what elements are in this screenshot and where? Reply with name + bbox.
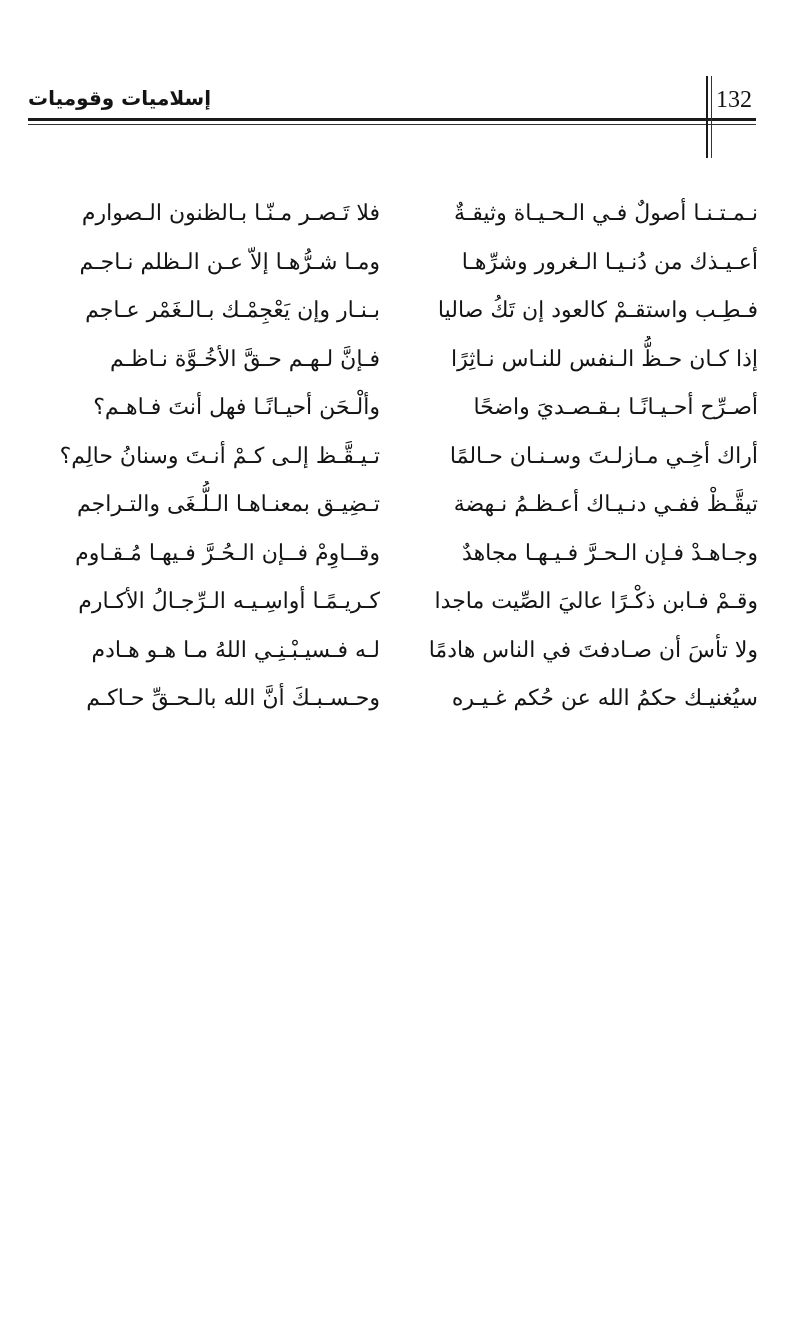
verse-first-hemistich: ولا تأسَ أن صـادفتَ في الناس هادمًا <box>428 637 758 663</box>
header-rule-thick <box>28 118 756 121</box>
verse-second-hemistich: بـنـار وإن يَعْجِمْـك بـالـغَمْر عـاجم <box>85 298 380 323</box>
verse <box>40 287 758 336</box>
verse-first-hemistich: أعـيـذك من دُنـيـا الـغرور وشرِّهـا <box>461 249 758 275</box>
verse <box>40 675 758 724</box>
page-number: 132 <box>716 87 752 113</box>
verse-second-hemistich: تـيـقَّـظ إلـى كـمْ أنـتَ وسنانُ حالِم؟ <box>59 443 380 469</box>
verse-second-hemistich: وألْـحَن أحيـانًـا فهل أنتَ فـاهـم؟ <box>93 395 380 420</box>
verse <box>40 239 758 288</box>
verse-second-hemistich: فلا تَـصـر مـنّـا بـالظنون الـصوارم <box>81 201 380 226</box>
verse-first-hemistich: وجـاهـدْ فـإن الـحـرَّ فـيـهـا مجاهدٌ <box>462 540 758 566</box>
verse-second-hemistich: تـضِيـق بمعنـاهـا الـلُّـغَى والتـراجم <box>76 492 380 517</box>
verse-first-hemistich: تيقَّـظْ ففـي دنـيـاك أعـظـمُ نـهضة <box>453 492 758 517</box>
verse-second-hemistich: وحـسـبـكَ أنَّ الله بالـحـقِّ حـاكـم <box>86 686 380 711</box>
verse-first-hemistich: وقـمْ فـابن ذكْـرًا عاليَ الصِّيت ماجدا <box>434 589 758 614</box>
verse-second-hemistich: ومـا شـرُّهـا إلاّ عـن الـظلم نـاجـم <box>79 249 380 275</box>
verse <box>40 530 758 579</box>
poem <box>40 190 758 724</box>
verse-first-hemistich: أصـرِّح أحـيـانًـا بـقـصـديَ واضحًا <box>473 395 758 420</box>
verse-second-hemistich: وقــاوِمْ فــإن الـحُـرَّ فـيهـا مُـقـاوم <box>75 540 380 566</box>
verse-second-hemistich: لـه فـسيـبْـنِـي اللهُ مـا هـو هـادم <box>91 637 380 663</box>
verse <box>40 336 758 385</box>
verse-second-hemistich: فـإنَّ لـهـم حـقَّ الأخُـوَّة نـاظـم <box>109 346 380 372</box>
verse-first-hemistich: فـطِـب واستقـمْ كالعود إن تَكُ صاليا <box>437 298 758 323</box>
verse-second-hemistich: كـريـمًـا أواسِـيـه الـرِّجـالُ الأكـارم <box>78 589 380 614</box>
header-vertical-bar-inner <box>711 76 712 158</box>
verse-first-hemistich: إذا كـان حـظُّ الـنفس للنـاس نـاثِرًا <box>450 346 758 372</box>
verse <box>40 433 758 482</box>
verse-first-hemistich: أراك أخِـي مـازلـتَ وسـنـان حـالمًا <box>449 443 758 469</box>
header-rule-thin <box>28 124 756 125</box>
verse <box>40 190 758 239</box>
verse <box>40 627 758 676</box>
verse <box>40 578 758 627</box>
running-title: إسلاميات وقوميات <box>28 86 212 110</box>
verse <box>40 481 758 530</box>
header-vertical-bar <box>706 76 708 158</box>
page-header <box>0 0 788 170</box>
verse-first-hemistich: نـمـتـنـا أصولٌ فـي الـحـيـاة وثيقـةٌ <box>454 201 758 226</box>
verse-first-hemistich: سيُغنيـك حكمُ الله عن حُكم غـيـره <box>451 686 758 711</box>
verse <box>40 384 758 433</box>
